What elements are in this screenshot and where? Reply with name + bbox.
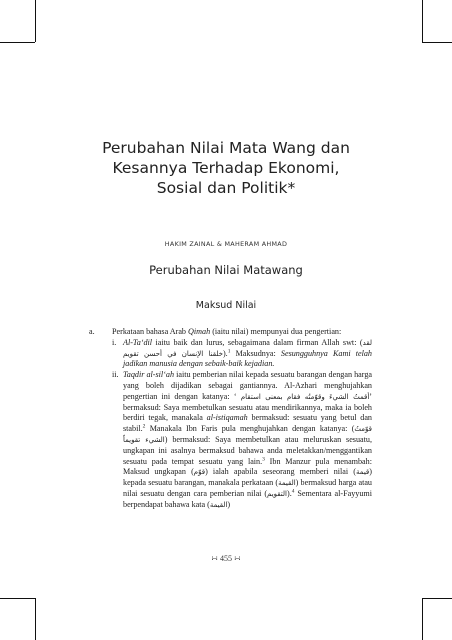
arabic-quote: التقويم	[267, 489, 287, 498]
crop-mark-bottom-left-vertical	[35, 598, 36, 640]
arabic-quote: قيمة	[356, 468, 370, 477]
crop-mark-bottom-right-horizontal	[422, 598, 452, 599]
subsection-heading: Maksud Nilai	[195, 300, 257, 311]
title-line: Perubahan Nilai Mata Wang dan	[102, 139, 350, 157]
text-run: bermaksud: sesuatu yang betul dan stabil.	[123, 413, 372, 434]
text-run: ’ bermaksud: Saya membetulkan sesuatu atau mendirikannya, maka ia boleh berdiri tegak, manakala	[123, 391, 372, 423]
paragraph	[112, 327, 372, 338]
arabic-quote: القيمة	[278, 479, 296, 488]
text-run: ).	[222, 348, 228, 358]
paragraph	[123, 370, 372, 510]
list-item-i	[112, 338, 372, 370]
crop-mark-top-right-horizontal	[422, 42, 452, 43]
crop-mark-top-right-vertical	[422, 0, 423, 42]
arabic-quote: أقمتُ الشيءَ وقوّمتُه فقام بمعنى استقام	[240, 392, 370, 401]
list-marker: i.	[112, 337, 117, 347]
text-run: Maksudnya:	[230, 348, 281, 358]
text-run: ).	[287, 488, 292, 498]
page-footer	[0, 554, 452, 563]
footer-ornament-right: ∺	[234, 554, 241, 563]
text-run: )	[227, 499, 231, 509]
arabic-quote: القيمة	[209, 500, 228, 509]
text-run: ) ialah apabila seseorang memberi nilai (	[205, 467, 357, 477]
list-marker: ii.	[112, 370, 119, 380]
article-title	[60, 138, 392, 198]
text-run: Sementara al-Fayyumi berpendapat bahawa kata (	[123, 488, 372, 509]
arabic-quote: لقد خلقنا الإنسان في أحسن تقويم	[123, 338, 372, 358]
footnote-ref: 4	[291, 488, 295, 495]
term-italic: Al-Ta‘dil	[123, 337, 153, 347]
text-run: (iaitu nilai) mempunyai dua pengertian:	[210, 327, 342, 336]
article-body	[89, 327, 372, 511]
text-run: ) bermaksud harga atau nilai sesuatu dengan cara pemberian nilai (	[123, 478, 372, 498]
text-run: ) bermaksud: Saya membetulkan atau meluruskan sesuatu, ungkapan ini asalnya bermaksud bahawa anda meletakkan/menggantikan sesuatu pada tempat sesuatu yang lain.	[123, 434, 372, 466]
section-heading: Perubahan Nilai Matawang	[149, 263, 303, 277]
arabic-quote: قوّمتُ الشيء تقويماً	[123, 425, 372, 444]
text-run: iaitu pemberian nilai kepada sesuatu barangan dengan harga yang boleh dijadikan sebagai gantiannya. Al-Azhari menghujahkan pengertian ini dengan katanya: ‘	[123, 370, 372, 401]
paragraph	[123, 338, 372, 370]
footnote-ref: 1	[227, 347, 231, 354]
text-run: iaitu baik dan lurus, sebagaimana dalam firman Allah swt: (	[152, 337, 363, 347]
arabic-quote: قوّم	[193, 468, 206, 477]
text-run: Manakala Ibn Faris pula menghujahkan dengan katanya: (	[145, 424, 355, 434]
text-run: Perkataan bahasa Arab	[112, 327, 189, 336]
list-item-a	[89, 327, 372, 511]
crop-mark-bottom-right-vertical	[422, 598, 423, 640]
footnote-ref: 2	[142, 423, 146, 430]
title-line: Kesannya Terhadap Ekonomi,	[112, 159, 340, 177]
term-italic: al-istiqamah	[206, 413, 248, 423]
footnote-ref: 3	[262, 455, 265, 462]
text-run: ) kepada sesuatu barangan, manakala perkataan (	[123, 467, 372, 488]
page-number: 455	[220, 554, 232, 563]
article-authors: HAKIM ZAINAL & MAHERAM AHMAD	[164, 240, 288, 248]
text-run: Ibn Manzur pula menambah: Maksud ungkapan (	[123, 456, 372, 477]
crop-mark-top-left-horizontal	[0, 42, 35, 43]
translation-italic: Sesungguhnya Kami telah jadikan manusia dengan sebaik-baik kejadian.	[123, 348, 372, 369]
crop-mark-bottom-left-horizontal	[0, 598, 35, 599]
title-line: Sosial dan Politik*	[156, 179, 296, 197]
crop-mark-top-left-vertical	[35, 0, 36, 42]
term-italic: Qimah	[188, 327, 211, 336]
footer-ornament-left: ∺	[211, 554, 218, 563]
term-italic: Taqdir al-sil‘ah	[123, 370, 175, 380]
list-marker: a.	[89, 327, 95, 336]
list-item-ii	[112, 370, 372, 510]
